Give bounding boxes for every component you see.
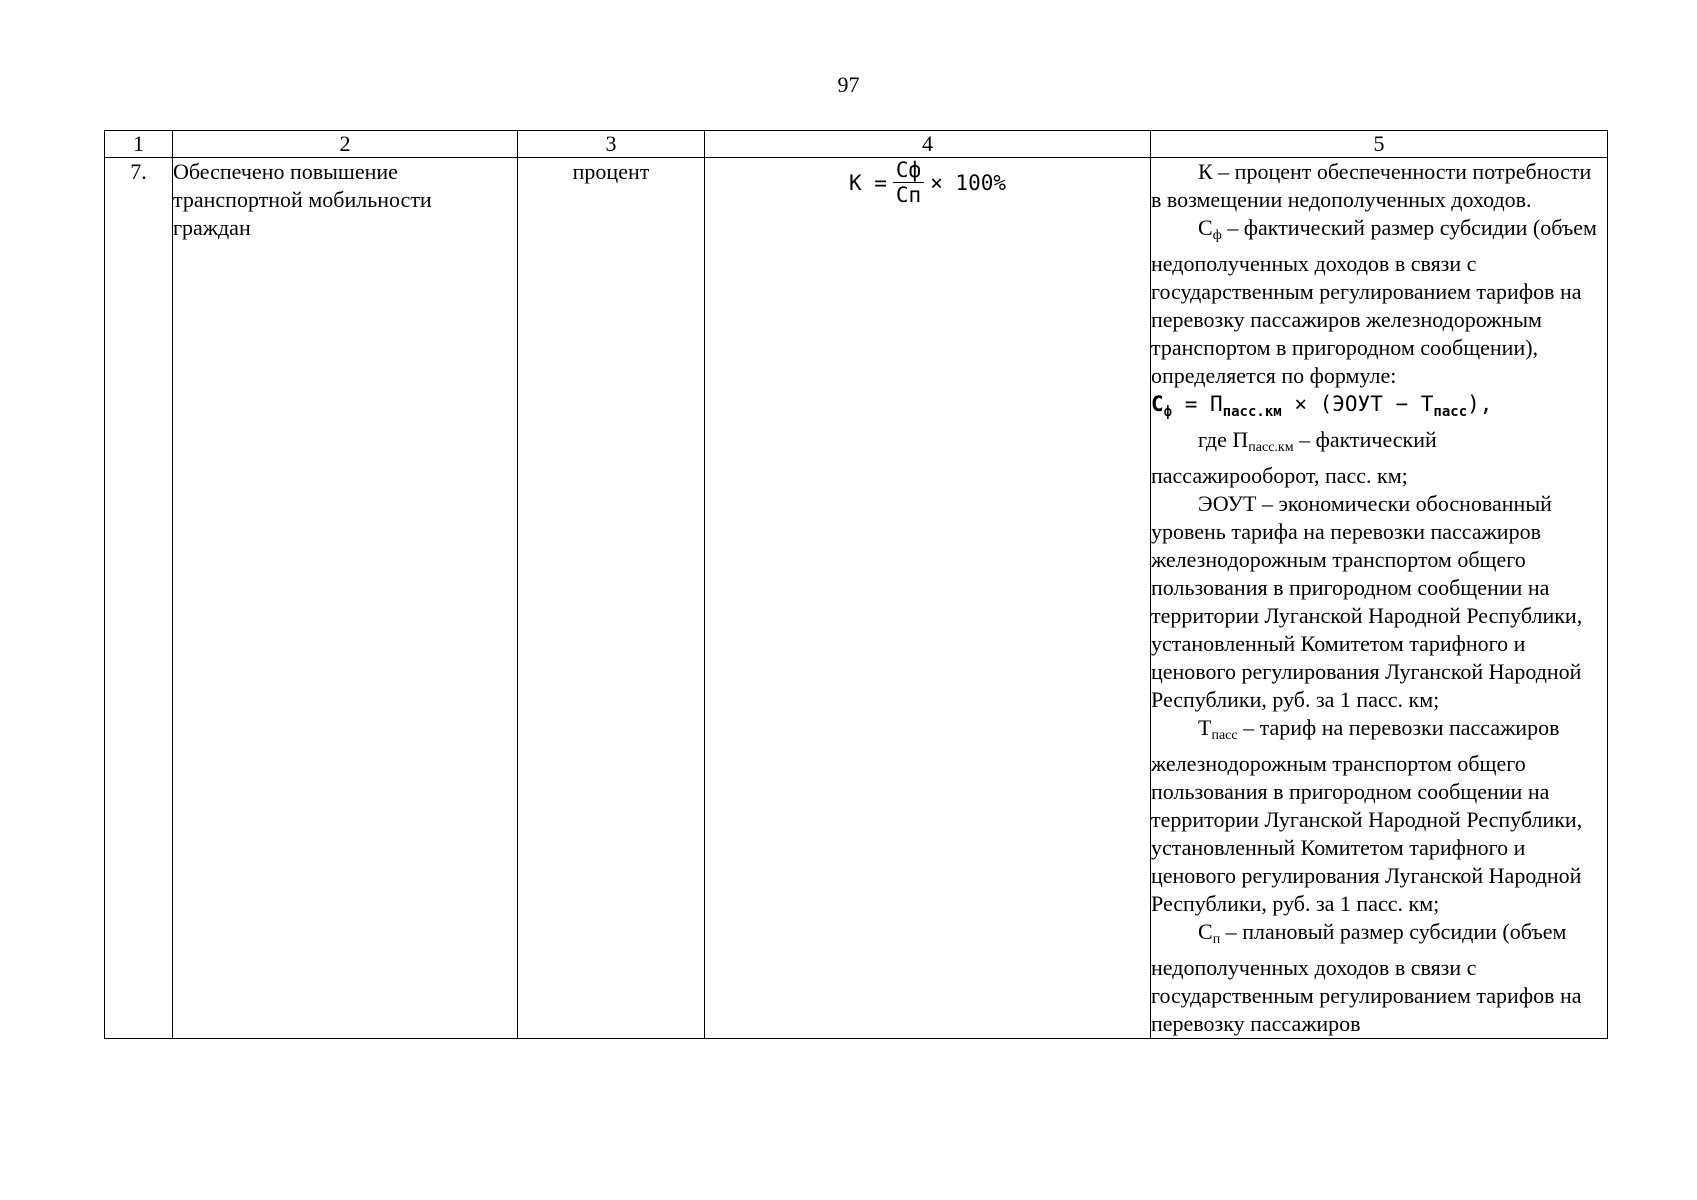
indicator-table <box>104 130 1608 1039</box>
formula-fraction <box>893 158 924 207</box>
unit-of-measure: процент <box>518 158 705 1039</box>
definition-cp <box>1151 918 1607 1038</box>
formula-symbol: С <box>1151 392 1164 416</box>
percentage-formula <box>849 158 1006 207</box>
column-header-1: 1 <box>105 131 173 158</box>
cf-formula <box>1151 390 1607 426</box>
indicator-description <box>1151 158 1608 1039</box>
symbol-subscript: ф <box>1212 228 1222 243</box>
symbol-subscript: пасс <box>1211 728 1238 743</box>
column-header-3: 3 <box>518 131 705 158</box>
column-header-5: 5 <box>1151 131 1608 158</box>
definition-prefix: где П <box>1198 427 1249 452</box>
page-number: 97 <box>837 72 860 97</box>
definition-p <box>1151 426 1607 490</box>
formula-rhs: × 100% <box>930 170 1007 195</box>
definition-text: – фактический размер субсидии (объем недополученных доходов в связи с государственным регулированием тарифов на перевозку пассажиров железнодорожным транспортом в пригородном сообщении), определяется по формуле: <box>1151 215 1597 388</box>
indicator-name-line: Обеспечено повышение <box>173 159 398 184</box>
symbol-c: С <box>1198 215 1213 240</box>
column-number-row <box>105 131 1608 158</box>
definition-eout: ЭОУТ – экономически обоснованный уровень тарифа на перевозки пассажиров железнодорожным транспортом общего пользования в пригородном сообщении на территории Луганской Народной Республики, установленный Комитетом тарифного и ценового регулирования Луганской Народной Республики, руб. за 1 пасс. км; <box>1151 491 1583 712</box>
indicator-name <box>173 158 518 1039</box>
indicator-name-line: граждан <box>173 215 251 240</box>
definition-k: К – процент обеспеченности потребности в возмещении недополученных доходов. <box>1151 159 1592 212</box>
formula-subscript: ф <box>1163 404 1173 420</box>
symbol-c: С <box>1198 919 1213 944</box>
symbol-t: Т <box>1198 715 1212 740</box>
symbol-subscript: п <box>1212 932 1221 947</box>
column-header-2: 2 <box>173 131 518 158</box>
column-header-4: 4 <box>705 131 1151 158</box>
row-number: 7. <box>105 158 173 1039</box>
formula-subscript: пасс.км <box>1222 404 1282 420</box>
formula-part: ), <box>1467 392 1493 416</box>
definition-t <box>1151 714 1607 918</box>
definition-text: – фактический пассажирооборот, пасс. км; <box>1151 427 1437 488</box>
definition-text: – тариф на перевозки пассажиров железнодорожным транспортом общего пользования в пригородном сообщении на территории Луганской Народной Республики, установленный Комитетом тарифного и ценового регулирования Луганской Народной Республики, руб. за 1 пасс. км; <box>1151 715 1583 916</box>
indicator-name-line: транспортной мобильности <box>173 187 432 212</box>
formula-lhs: К = <box>848 170 887 195</box>
symbol-subscript: пасс.км <box>1248 440 1294 455</box>
table-row <box>105 158 1608 1039</box>
calculation-formula <box>705 158 1151 1039</box>
definition-cf <box>1151 214 1607 390</box>
formula-subscript: пасс <box>1433 404 1468 420</box>
formula-part: = П <box>1172 392 1223 416</box>
definition-text: – плановый размер субсидии (объем недополученных доходов в связи с государственным регулированием тарифов на перевозку пассажиров <box>1151 919 1582 1036</box>
formula-numerator: Сф <box>893 158 924 183</box>
formula-part: × (ЭОУТ − Т <box>1281 392 1434 416</box>
formula-denominator: Сп <box>895 183 922 207</box>
